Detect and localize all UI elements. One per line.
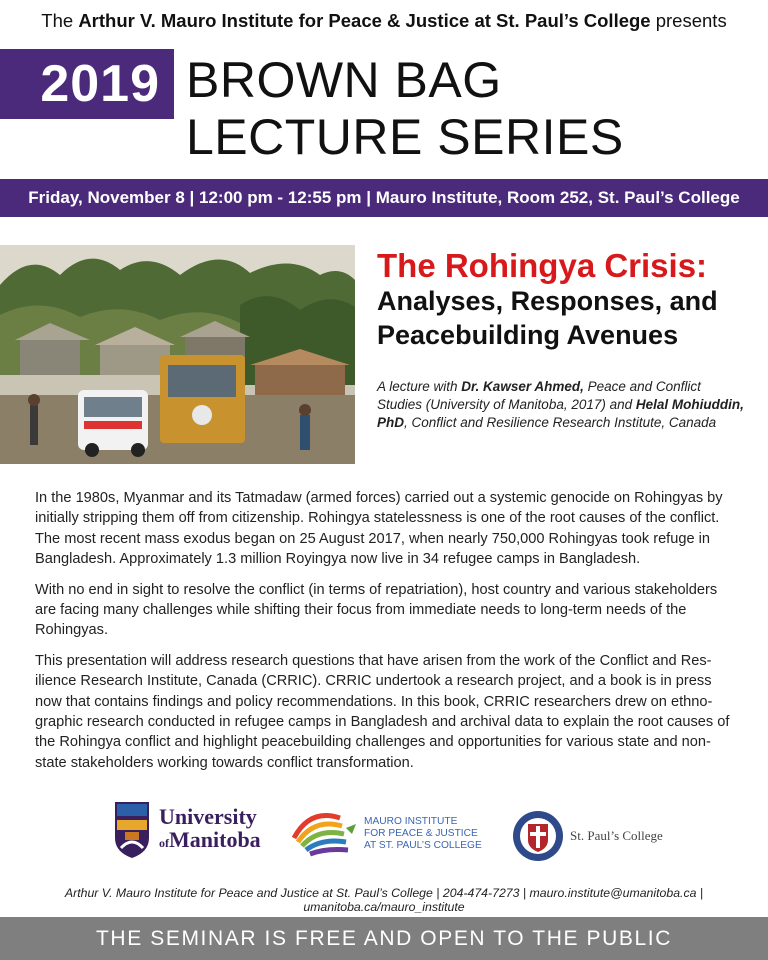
speaker-intro: A lecture with (377, 379, 462, 394)
lecture-title: The Rohingya Crisis: (377, 247, 708, 284)
description-paragraph-3: This presentation will address research questions that have arisen from the work of the Conflict and Resilience Research Institute, Canada (CRRIC). CRRIC undertook a research project, and a book is in press now that contains findings and policy recommendations. In this book, CRRIC researchers drew on ethnographic research conducted in refugee camps in Bangladesh and archival data to explain the root causes of the Rohingya conflict and highlight peacebuilding challenges and opportunities for various state and non-state stakeholders working towards conflict transformation. (35, 652, 730, 771)
um-wordmark-line2: Manitoba (169, 827, 261, 852)
lecture-subtitle: Analyses, Responses, and Peacebuilding Avenues (377, 286, 718, 350)
spc-crest-icon (512, 810, 564, 862)
intro-prefix: The (41, 10, 79, 31)
speaker1-name: Dr. Kawser Ahmed, (461, 379, 584, 394)
lecture-description (35, 488, 739, 783)
um-wordmark-of: of (159, 836, 169, 850)
description-paragraph-2: With no end in sight to resolve the conflict (in terms of repatriation), host country and various stakeholders are facing many challenges while shifting their focus from immediate needs to long-term needs of the Rohingyas. (35, 581, 718, 639)
refugee-camp-photo (0, 245, 355, 464)
contact-info: Arthur V. Mauro Institute for Peace and Justice at St. Paul’s College | 204-474-7273 | mauro.institute@umanitoba.ca | umanitoba.ca/mauro_institute (64, 886, 704, 914)
mauro-dove-icon (290, 808, 360, 860)
photo-illustration (0, 245, 355, 464)
series-title-line1: BROWN BAG (186, 52, 502, 108)
description-paragraph-1: In the 1980s, Myanmar and its Tatmadaw (armed forces) carried out a systemic genocide on Rohingyas by initially stripping them off from citizenship. Rohingya statelessness is one of the root causes of the conflict. The most recent mass exodus began on 25 August 2017, when nearly 750,000 Rohingyas took refuge in Bangladesh. Approximately 1.3 million Royingya now live in 34 refugee camps in Bangladesh. (35, 490, 723, 568)
year-badge (0, 49, 174, 119)
series-title-line2: LECTURE SERIES (186, 109, 624, 165)
mauro-wordmark-line2: FOR PEACE & JUSTICE (364, 828, 478, 839)
free-admission-banner (0, 917, 768, 960)
presenter-line (0, 10, 768, 32)
spc-wordmark: St. Paul’s College (570, 828, 663, 843)
mauro-wordmark (364, 816, 482, 852)
um-shield-icon (113, 800, 151, 860)
free-admission-text: THE SEMINAR IS FREE AND OPEN TO THE PUBLIC (96, 926, 672, 950)
event-details-bar (0, 179, 768, 217)
speakers-info (377, 378, 747, 432)
um-wordmark-line1: University (159, 804, 257, 829)
event-details: Friday, November 8 | 12:00 pm - 12:55 pm | Mauro Institute, Room 252, St. Paul’s College (28, 188, 740, 207)
mauro-institute-logo (290, 808, 482, 860)
speaker2-affiliation: , Conflict and Resilience Research Institute, Canada (404, 415, 717, 430)
st-pauls-college-logo (512, 810, 663, 862)
presenting-organization: Arthur V. Mauro Institute for Peace & Justice at St. Paul’s College (78, 10, 651, 31)
um-wordmark (159, 805, 261, 855)
speaker2-name: Helal Mohiuddin, PhD (377, 397, 744, 430)
speaker1-affiliation: Peace and Conflict Studies (University of Manitoba, 2017) and (377, 379, 701, 412)
series-title (186, 52, 624, 166)
intro-suffix: presents (650, 10, 727, 31)
sponsor-logos (0, 800, 768, 870)
mauro-wordmark-line3: AT ST. PAUL’S COLLEGE (364, 840, 482, 851)
university-of-manitoba-logo (113, 800, 261, 860)
mauro-wordmark-line1: MAURO INSTITUTE (364, 816, 458, 827)
year-text: 2019 (40, 55, 160, 113)
